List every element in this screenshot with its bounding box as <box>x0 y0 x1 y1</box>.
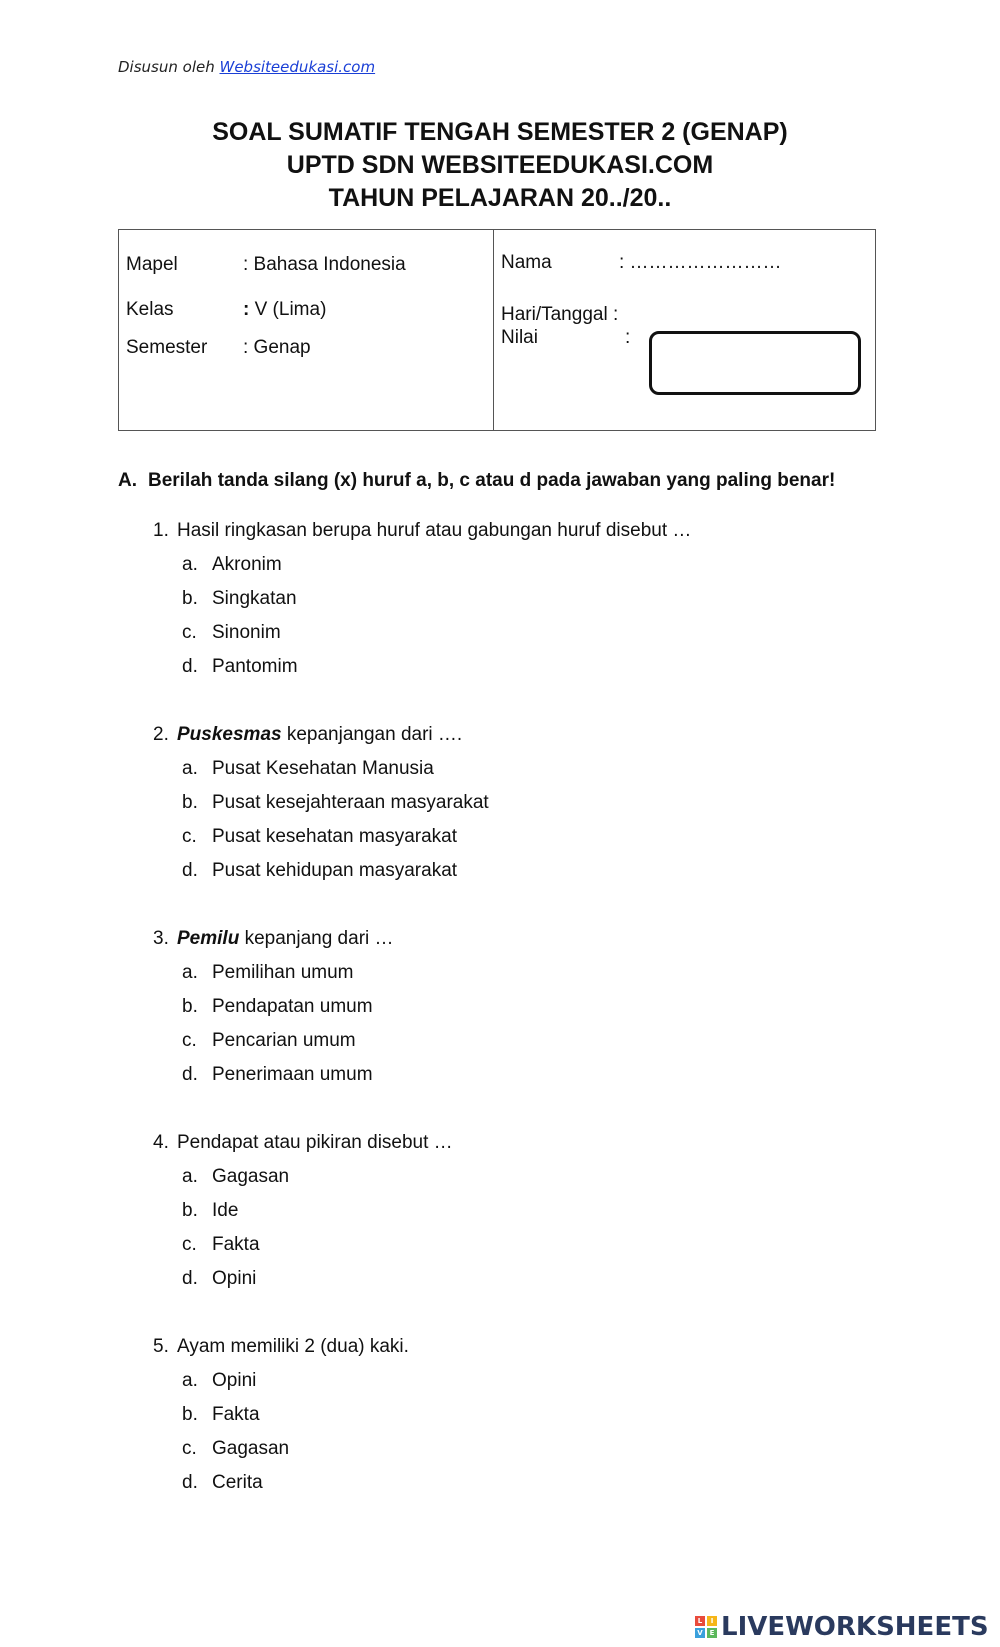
option-letter: b. <box>182 1404 198 1425</box>
question-number: 1. <box>153 520 169 541</box>
question-text <box>153 1330 973 1364</box>
option-letter: a. <box>182 554 198 575</box>
question-2 <box>153 718 973 922</box>
credit-link[interactable]: Websiteedukasi.com <box>219 58 376 76</box>
answer-option[interactable] <box>153 1364 973 1398</box>
option-letter: b. <box>182 588 198 609</box>
question-body: kepanjangan dari …. <box>281 724 463 745</box>
mapel-label: Mapel <box>126 254 178 275</box>
option-letter: b. <box>182 792 198 813</box>
option-letter: d. <box>182 860 198 881</box>
answer-option[interactable] <box>153 1228 973 1262</box>
option-text: Pusat kesejahteraan masyarakat <box>212 792 489 813</box>
kelas-value: V (Lima) <box>254 299 327 320</box>
section-a-instruction <box>118 470 835 492</box>
option-text: Gagasan <box>212 1438 290 1459</box>
question-text <box>153 1126 973 1160</box>
option-letter: c. <box>182 826 197 847</box>
question-number: 4. <box>153 1132 169 1153</box>
option-letter: a. <box>182 1166 198 1187</box>
credit-prefix: Disusun oleh <box>118 58 220 76</box>
question-emphasis: Pemilu <box>177 928 240 949</box>
question-body: kepanjang dari … <box>239 928 394 949</box>
title-line-1: SOAL SUMATIF TENGAH SEMESTER 2 (GENAP) <box>212 118 788 146</box>
option-text: Pendapatan umum <box>212 996 373 1017</box>
answer-option[interactable] <box>153 548 973 582</box>
answer-option[interactable] <box>153 1432 973 1466</box>
liveworksheets-logo-mark <box>695 1616 717 1638</box>
student-info-box <box>118 229 876 431</box>
answer-option[interactable] <box>153 820 973 854</box>
title-line-2: UPTD SDN WEBSITEEDUKASI.COM <box>286 151 714 179</box>
answer-option[interactable] <box>153 1024 973 1058</box>
mapel-row <box>126 254 406 276</box>
question-text <box>153 922 973 956</box>
question-emphasis: Puskesmas <box>177 724 282 745</box>
score-box[interactable] <box>649 331 861 395</box>
question-text <box>153 718 973 752</box>
nama-row <box>501 252 782 274</box>
logo-tile: I <box>707 1616 717 1626</box>
option-text: Penerimaan umum <box>212 1064 373 1085</box>
option-text: Singkatan <box>212 588 297 609</box>
answer-option[interactable] <box>153 616 973 650</box>
logo-tile: L <box>695 1616 705 1626</box>
semester-label: Semester <box>126 337 208 358</box>
nilai-row <box>501 327 630 349</box>
semester-row <box>126 337 311 359</box>
nama-label: Nama <box>501 252 552 273</box>
answer-option[interactable] <box>153 990 973 1024</box>
question-number: 2. <box>153 724 169 745</box>
option-text: Pusat kehidupan masyarakat <box>212 860 458 881</box>
option-text: Cerita <box>212 1472 263 1493</box>
question-body: Ayam memiliki 2 (dua) kaki. <box>177 1336 409 1357</box>
option-text: Pencarian umum <box>212 1030 356 1051</box>
option-letter: a. <box>182 758 198 779</box>
option-text: Pusat Kesehatan Manusia <box>212 758 434 779</box>
option-letter: d. <box>182 1472 198 1493</box>
option-letter: b. <box>182 996 198 1017</box>
option-text: Gagasan <box>212 1166 290 1187</box>
answer-option[interactable] <box>153 854 973 888</box>
option-text: Sinonim <box>212 622 281 643</box>
liveworksheets-logo-text: LIVEWORKSHEETS <box>721 1612 989 1642</box>
semester-value: : Genap <box>243 337 311 358</box>
credit-line <box>118 58 375 76</box>
question-list <box>153 514 973 1534</box>
question-5 <box>153 1330 973 1534</box>
logo-tile: E <box>707 1628 717 1638</box>
option-text: Opini <box>212 1268 257 1289</box>
answer-option[interactable] <box>153 650 973 684</box>
option-letter: c. <box>182 1234 197 1255</box>
answer-option[interactable] <box>153 786 973 820</box>
liveworksheets-logo <box>695 1612 989 1642</box>
mapel-value: : Bahasa Indonesia <box>243 254 406 275</box>
hari-tanggal-label: Hari/Tanggal : <box>501 304 619 325</box>
kelas-label: Kelas <box>126 299 174 320</box>
hari-tanggal-row <box>501 304 618 326</box>
option-letter: d. <box>182 1064 198 1085</box>
option-letter: a. <box>182 962 198 983</box>
answer-option[interactable] <box>153 1466 973 1500</box>
option-letter: c. <box>182 1438 197 1459</box>
option-letter: b. <box>182 1200 198 1221</box>
answer-option[interactable] <box>153 1262 973 1296</box>
option-text: Fakta <box>212 1404 260 1425</box>
option-letter: d. <box>182 656 198 677</box>
question-4 <box>153 1126 973 1330</box>
answer-option[interactable] <box>153 1194 973 1228</box>
question-body: Hasil ringkasan berupa huruf atau gabungan huruf disebut … <box>177 520 692 541</box>
option-text: Pemilihan umum <box>212 962 354 983</box>
document-title <box>0 116 1000 215</box>
option-text: Pantomim <box>212 656 298 677</box>
option-text: Ide <box>212 1200 239 1221</box>
answer-option[interactable] <box>153 582 973 616</box>
option-letter: c. <box>182 622 197 643</box>
option-text: Pusat kesehatan masyarakat <box>212 826 458 847</box>
question-text <box>153 514 973 548</box>
option-text: Fakta <box>212 1234 260 1255</box>
info-box-divider <box>493 230 494 430</box>
answer-option[interactable] <box>153 1160 973 1194</box>
option-letter: a. <box>182 1370 198 1391</box>
option-text: Akronim <box>212 554 282 575</box>
section-a-prefix: A. <box>118 470 137 491</box>
answer-option[interactable] <box>153 1398 973 1432</box>
question-number: 5. <box>153 1336 169 1357</box>
section-a-text: Berilah tanda silang (x) huruf a, b, c atau d pada jawaban yang paling benar! <box>148 470 836 491</box>
logo-tile: V <box>695 1628 705 1638</box>
question-number: 3. <box>153 928 169 949</box>
option-letter: c. <box>182 1030 197 1051</box>
title-line-3: TAHUN PELAJARAN 20../20.. <box>328 184 672 212</box>
nama-value: : …………………… <box>619 252 782 273</box>
question-1 <box>153 514 973 718</box>
answer-option[interactable] <box>153 956 973 990</box>
answer-option[interactable] <box>153 752 973 786</box>
option-letter: d. <box>182 1268 198 1289</box>
option-text: Opini <box>212 1370 257 1391</box>
kelas-row <box>126 299 326 321</box>
nilai-label: Nilai <box>501 327 538 348</box>
nilai-colon: : <box>625 327 631 348</box>
answer-option[interactable] <box>153 1058 973 1092</box>
kelas-colon: : <box>243 299 250 320</box>
question-3 <box>153 922 973 1126</box>
question-body: Pendapat atau pikiran disebut … <box>177 1132 453 1153</box>
